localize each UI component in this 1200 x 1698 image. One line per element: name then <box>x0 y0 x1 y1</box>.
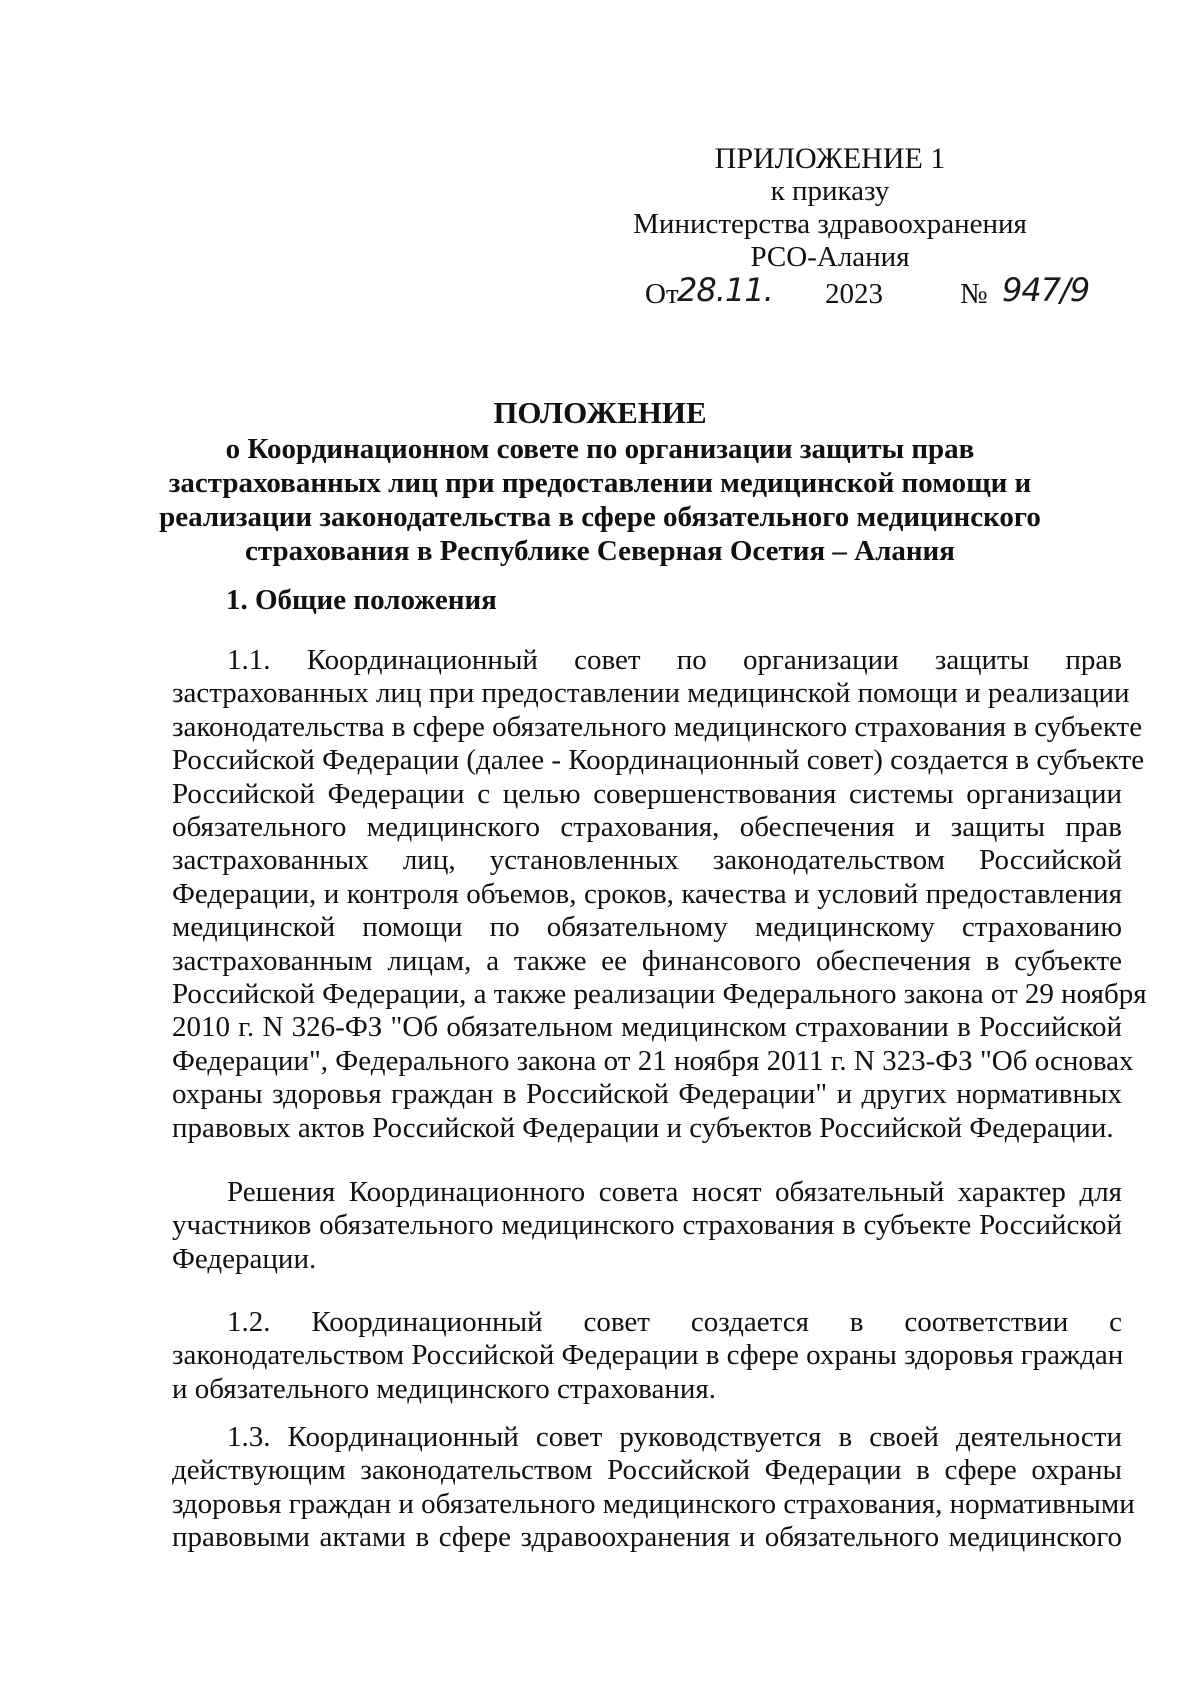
text-line: правовых актов Российской Федерации и субъектов Российской Федерации. <box>172 1111 1114 1144</box>
section-title: 1. Общие положения <box>226 584 497 616</box>
text-line: законодательством Российской Федерации в сфере охраны здоровья граждан <box>172 1339 1124 1372</box>
text-line: Федерации, и контроля объемов, сроков, качества и условий предоставления <box>172 877 1122 910</box>
text-line: здоровья граждан и обязательного медицинского страхования, нормативными <box>172 1487 1135 1520</box>
text-line: Российской Федерации (далее - Координационный совет) создается в субъекте <box>172 744 1145 777</box>
heading-line-4: страхования в Республике Северная Осетия – Алания <box>245 535 955 567</box>
handwritten-date: 28.11. <box>677 271 773 309</box>
text-line: Федерации. <box>172 1242 317 1275</box>
text-line: участников обязательного медицинского страхования в субъекте Российской <box>172 1209 1122 1242</box>
heading-line-1: о Координационном совете по организации защиты прав <box>225 433 975 465</box>
date-prefix: От <box>645 278 679 310</box>
text-line: обязательного медицинского страхования, обеспечения и защиты прав <box>172 811 1122 844</box>
heading-line-3: реализации законодательства в сфере обязательного медицинского <box>159 501 1041 533</box>
heading-title: ПОЛОЖЕНИЕ <box>493 395 707 430</box>
paragraph-1-1 <box>172 644 1147 1145</box>
order-year: 2023 <box>825 278 883 310</box>
text-line: охраны здоровья граждан в Российской Федерации" и других нормативных <box>172 1078 1122 1111</box>
text-line: застрахованным лицам, а также ее финансового обеспечения в субъекте <box>172 944 1122 977</box>
number-sign: № <box>960 278 988 310</box>
text-line: правовыми актами в сфере здравоохранения и обязательного медицинского <box>172 1521 1122 1554</box>
attachment-line-2: Министерства здравоохранения <box>633 208 1027 240</box>
text-line: 1.2. Координационный совет создается в соответствии с <box>227 1306 1122 1338</box>
attachment-line-3: РСО-Алания <box>750 241 910 273</box>
text-line: законодательства в сфере обязательного медицинского страхования в субъекте <box>172 710 1143 743</box>
paragraph-1-2 <box>172 1306 1122 1406</box>
text-line: застрахованных лиц при предоставлении медицинской помощи и реализации <box>172 677 1130 710</box>
text-line: Российской Федерации с целью совершенствования системы организации <box>172 777 1122 810</box>
paragraph-1-3 <box>172 1421 1135 1555</box>
paragraph-1-1-decisions <box>172 1176 1122 1276</box>
text-line: Федерации", Федерального закона от 21 ноября 2011 г. N 323-ФЗ "Об основах <box>172 1044 1134 1077</box>
text-line: и обязательного медицинского страхования. <box>172 1372 716 1405</box>
handwritten-number: 947/9 <box>1002 271 1090 309</box>
attachment-block <box>610 142 1090 314</box>
order-date-line <box>610 271 1090 314</box>
text-line: Российской Федерации, а также реализации Федерального закона от 29 ноября <box>172 978 1147 1011</box>
text-line: 1.1. Координационный совет по организации защиты прав <box>227 644 1122 676</box>
heading-line-2: застрахованных лиц при предоставлении медицинской помощи и <box>168 467 1032 499</box>
attachment-line-1: к приказу <box>770 175 890 207</box>
attachment-title: ПРИЛОЖЕНИЕ 1 <box>714 142 946 175</box>
text-line: 2010 г. N 326-ФЗ "Об обязательном медицинском страховании в Российской <box>172 1011 1122 1044</box>
document-heading <box>150 396 1050 568</box>
text-line: медицинской помощи по обязательному медицинскому страхованию <box>172 911 1122 944</box>
text-line: 1.3. Координационный совет руководствуется в своей деятельности <box>227 1421 1122 1453</box>
text-line: Решения Координационного совета носят обязательный характер для <box>227 1176 1122 1208</box>
text-line: застрахованных лиц, установленных законодательством Российской <box>172 844 1122 877</box>
text-line: действующим законодательством Российской Федерации в сфере охраны <box>172 1454 1122 1487</box>
